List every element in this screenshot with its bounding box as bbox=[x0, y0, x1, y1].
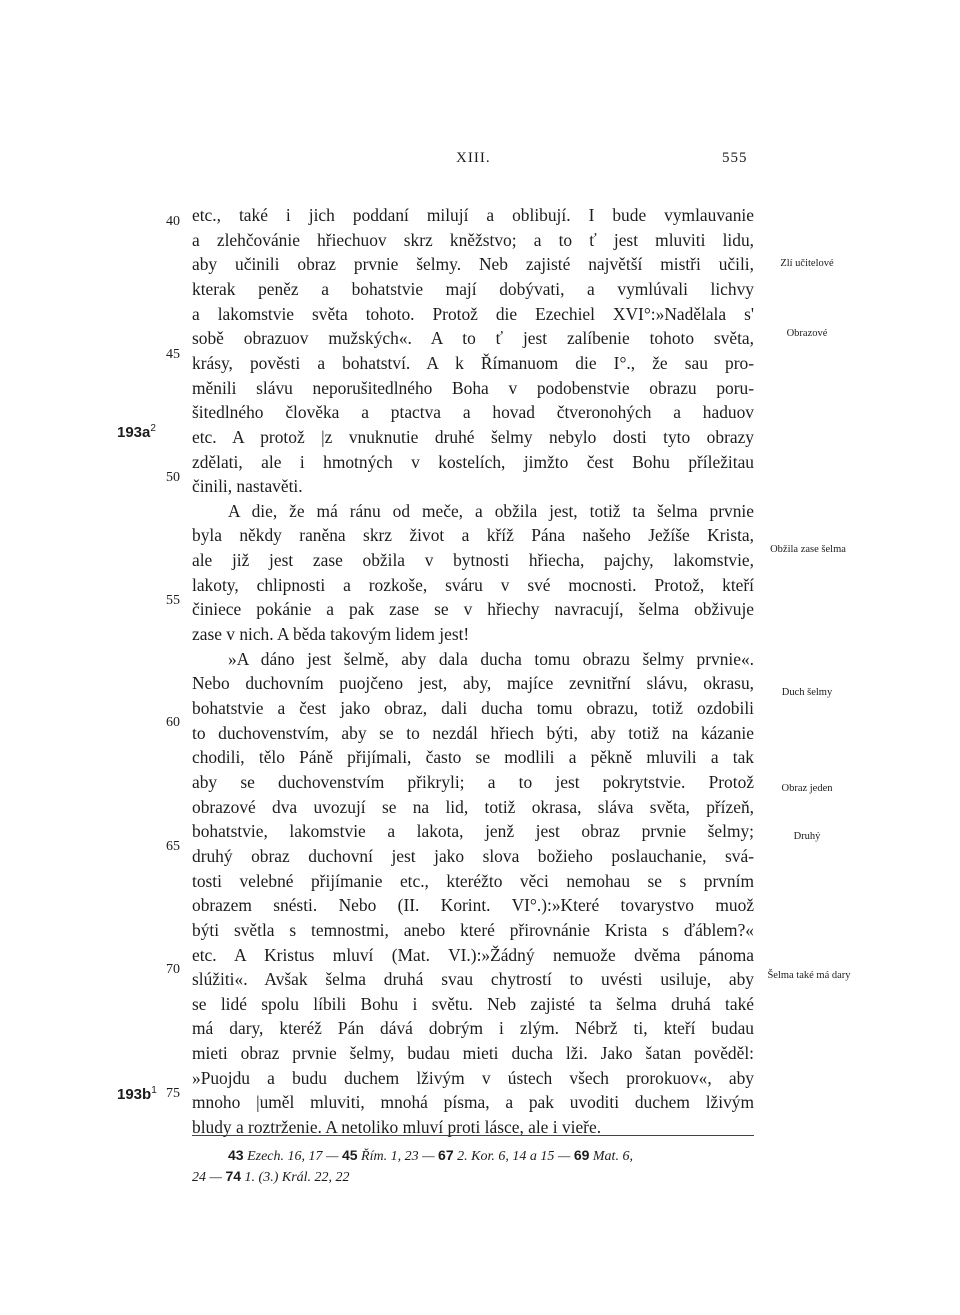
text-line: druhý obraz duchovní jest jako slova božieho poslauchanie, svá- bbox=[192, 845, 754, 866]
text-line: sobě obrazuov mužských«. A to ť jest zalíbenie tohoto světa, bbox=[192, 328, 754, 349]
text-line: bohatstvie a čest jako obraz, dali ducha tomu obrazu, totiž ozdobili bbox=[192, 698, 754, 718]
footnote-line bbox=[192, 1168, 350, 1186]
text-line: A die, že má ránu od meče, a obžila jest, totiž ta šelma prvnie bbox=[228, 500, 754, 521]
text-line: lakoty, chlipnosti a rozkoše, sváru v své mocnosti. Protož, kteří bbox=[192, 574, 754, 595]
footnote-ref: Řím. 1, 23 — bbox=[357, 1149, 439, 1164]
footnote-ref: Mat. 6, bbox=[589, 1149, 633, 1164]
footnote-number: 69 bbox=[573, 1147, 590, 1163]
margin-note: Zlí učitelové bbox=[780, 258, 834, 269]
footnote-separator bbox=[192, 1135, 754, 1136]
folio-marker: $193a^2$ bbox=[117, 423, 156, 441]
footnote-number: 43 bbox=[228, 1147, 244, 1163]
text-line: činiece pokánie a pak zase se v hřiechy navracují, šelma obživuje bbox=[192, 599, 754, 620]
text-line: mnoho |uměl mluviti, mnohá písma, a pak uvoditi duchem lživým bbox=[192, 1092, 754, 1113]
text-line: etc. A Kristus mluví (Mat. VI.):»Žádný nemuože dvěma pánoma bbox=[192, 944, 754, 965]
margin-note: Duch šelmy bbox=[781, 687, 833, 698]
margin-note: Druhý bbox=[793, 831, 821, 842]
text-line: bohatstvie, lakomstvie a lakota, jenž jest obraz prvnie šelmy; bbox=[192, 821, 754, 842]
text-line: etc., také i jich poddaní milují a oblibují. I bude vymlauvanie bbox=[192, 205, 754, 225]
text-line: tosti velebné přijímanie etc., kteréžto věci nemohau se s prvním bbox=[192, 870, 754, 891]
line-number: 45 bbox=[166, 347, 180, 362]
text-line: Nebo duchovním puojčeno jest, aby, majíce zevnitřní slávu, okrasu, bbox=[192, 673, 754, 694]
text-line: obrazové dva uvozují se na lid, totiž okrasa, sláva světa, přízeň, bbox=[192, 796, 754, 817]
line-number: 55 bbox=[166, 593, 180, 608]
footnote-line bbox=[228, 1147, 633, 1165]
footnote-ref: 24 — bbox=[192, 1170, 226, 1185]
line-number: 40 bbox=[166, 214, 180, 229]
footnote-ref: 1. (3.) Král. 22, 22 bbox=[241, 1170, 350, 1185]
margin-note: Obrazové bbox=[786, 328, 828, 339]
footnote-number: 74 bbox=[225, 1168, 242, 1184]
text-line: bludy a roztrženie. A netoliko mluví proti lásce, ale i vieře. bbox=[192, 1117, 602, 1138]
text-line: zdělati, ale i hmotných v kostelích, jimžto čest Bohu příležitau bbox=[192, 451, 754, 472]
text-line: byla někdy raněna skrz život a kříž Pána našeho Ježíše Krista, bbox=[192, 525, 754, 546]
text-line: zase v nich. A běda takovým lidem jest! bbox=[192, 624, 470, 645]
text-line: měnili slávu neporušitedlného Boha v podobenstvie obrazu poru- bbox=[192, 377, 754, 398]
footnote-number: 45 bbox=[341, 1147, 358, 1163]
text-line: »Puojdu a budu duchem lživým v ústech všech prorokuov«, aby bbox=[192, 1067, 754, 1088]
text-line: má dary, kteréž Pán dává dobrým i zlým. Nébrž ti, kteří budau bbox=[192, 1018, 754, 1039]
line-number: 70 bbox=[166, 962, 180, 977]
line-number: 75 bbox=[166, 1086, 180, 1101]
text-line: a zlehčovánie hřiechuov skrz kněžstvo; a to ť jest mluviti lidu, bbox=[192, 229, 754, 250]
footnote-ref: Ezech. 16, 17 — bbox=[243, 1149, 342, 1164]
line-number: 50 bbox=[166, 470, 180, 485]
text-line: a lakomstvie světa tohoto. Protož die Ezechiel XVI°:»Nadělala s' bbox=[192, 303, 754, 324]
footnote-ref: 2. Kor. 6, 14 a 15 — bbox=[453, 1149, 574, 1164]
margin-note: Obžila zase šelma bbox=[770, 544, 846, 555]
text-line: obrazem snésti. Nebo (II. Korint. VI°.):»Které tovarystvo muož bbox=[192, 895, 754, 916]
text-line: aby se duchovenstvím přikryli; a to jest pokrytstvie. Protož bbox=[192, 771, 754, 792]
text-line: aby učinili obraz prvnie šelmy. Neb zajisté najvětší mistři učili, bbox=[192, 254, 754, 275]
text-line: kterak peněz a bohatstvie mají dobývati, a vymlúvali lichvy bbox=[192, 278, 754, 299]
line-number: 65 bbox=[166, 839, 180, 854]
text-line: to duchovenstvím, aby se to nezdál hřiech býti, aby totiž na kázanie bbox=[192, 722, 754, 743]
text-line: chodili, tělo Páně přijímali, často se modlili a pěkně mluvili a tak bbox=[192, 747, 754, 768]
line-number: 60 bbox=[166, 715, 180, 730]
margin-note: Obraz jeden bbox=[781, 783, 833, 794]
folio-marker: $193b^1$ bbox=[117, 1085, 157, 1103]
margin-note: Šelma také má dary bbox=[767, 970, 851, 981]
text-line: mieti obraz prvnie šelmy, budau mieti ducha lži. Jako šatan pověděl: bbox=[192, 1043, 754, 1064]
text-line: »A dáno jest šelmě, aby dala ducha tomu obrazu šelmy prvnie«. bbox=[228, 648, 754, 669]
footnote-number: 67 bbox=[438, 1147, 454, 1163]
page-number: 555 bbox=[722, 150, 748, 166]
text-line: býti světla s temnostmi, anebo které přirovnánie Krista s ďáblem?« bbox=[192, 919, 754, 940]
text-line: se lidé spolu líbili Bohu i světu. Neb zajisté ta šelma druhá také bbox=[192, 993, 754, 1014]
text-line: etc. A protož |z vnuknutie druhé šelmy nebylo dosti tyto obrazy bbox=[192, 426, 754, 447]
text-line: šitedlného člověka a ptactva a hovad čtveronohých a haduov bbox=[192, 402, 754, 423]
text-line: krásy, pověsti a bohatství. A k Římanuom die I°., že sau pro- bbox=[192, 352, 754, 373]
text-line: ale již jest zase obžila v bytnosti hřiecha, pajchy, lakomstvie, bbox=[192, 550, 754, 571]
text-line: slúžiti«. Avšak šelma druhá svau chytrostí to uvésti usiluje, aby bbox=[192, 969, 754, 990]
running-head: XIII. bbox=[456, 150, 491, 166]
text-line: činili, nastavěti. bbox=[192, 476, 303, 497]
